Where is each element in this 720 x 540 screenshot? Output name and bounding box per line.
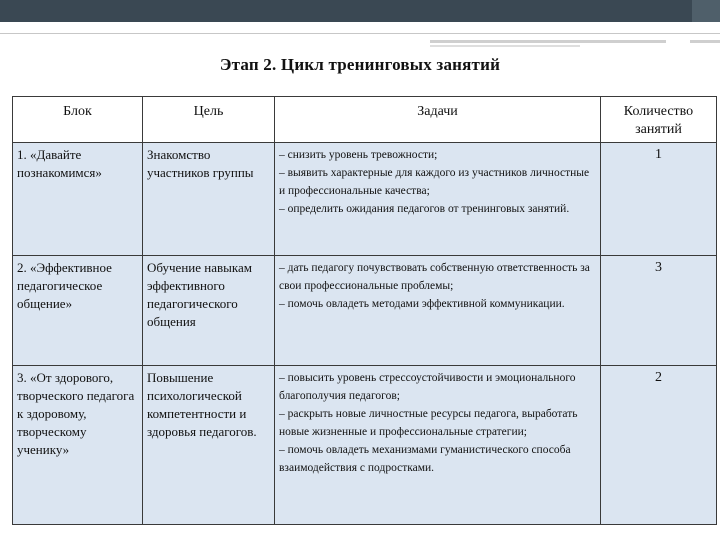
slide-top-bar	[0, 0, 720, 22]
decorative-rule	[690, 40, 720, 43]
table-row	[13, 143, 717, 256]
table-row	[13, 256, 717, 366]
slide-top-bar-accent	[692, 0, 720, 22]
header-count: Количество занятий	[601, 97, 717, 143]
task-item: – повысить уровень стрессоустойчивости и эмоционального благополучия педагогов;	[279, 372, 576, 402]
cell-block: 3. «От здорового, творческого педагога к здоровому, творческому ученику»	[13, 366, 143, 525]
decorative-rule	[430, 40, 666, 43]
page-title: Этап 2. Цикл тренинговых занятий	[219, 55, 501, 74]
cell-tasks	[275, 366, 601, 525]
cell-goal: Знакомство участников группы	[143, 143, 275, 256]
cell-block: 2. «Эффективное педагогическое общение»	[13, 256, 143, 366]
task-item: – дать педагогу почувствовать собственную ответственность за свои профессиональные проблемы;	[279, 262, 590, 292]
cell-count: 3	[601, 256, 717, 366]
cell-tasks	[275, 256, 601, 366]
task-item: – помочь овладеть методами эффективной коммуникации.	[279, 298, 565, 310]
cell-block: 1. «Давайте познакомимся»	[13, 143, 143, 256]
task-item: – раскрыть новые личностные ресурсы педагога, выработать новые жизненные и профессиональные стратегии;	[279, 408, 578, 438]
task-item: – определить ожидания педагогов от тренинговых занятий.	[279, 203, 570, 215]
table-row	[13, 366, 717, 525]
header-goal: Цель	[143, 97, 275, 143]
cell-tasks	[275, 143, 601, 256]
decorative-rule	[430, 45, 580, 47]
header-block: Блок	[13, 97, 143, 143]
header-tasks: Задачи	[275, 97, 601, 143]
cell-goal: Повышение психологической компетентности и здоровья педагогов.	[143, 366, 275, 525]
training-table	[12, 96, 717, 525]
table-header-row	[13, 97, 717, 143]
task-item: – помочь овладеть механизмами гуманистического способа взаимодействия с подростками.	[279, 444, 571, 474]
cell-goal: Обучение навыкам эффективного педагогического общения	[143, 256, 275, 366]
cell-count: 2	[601, 366, 717, 525]
task-item: – выявить характерные для каждого из участников личностные и профессиональные качества;	[279, 167, 590, 197]
cell-count: 1	[601, 143, 717, 256]
task-item: – снизить уровень тревожности;	[279, 149, 438, 161]
decorative-rule	[0, 33, 720, 34]
